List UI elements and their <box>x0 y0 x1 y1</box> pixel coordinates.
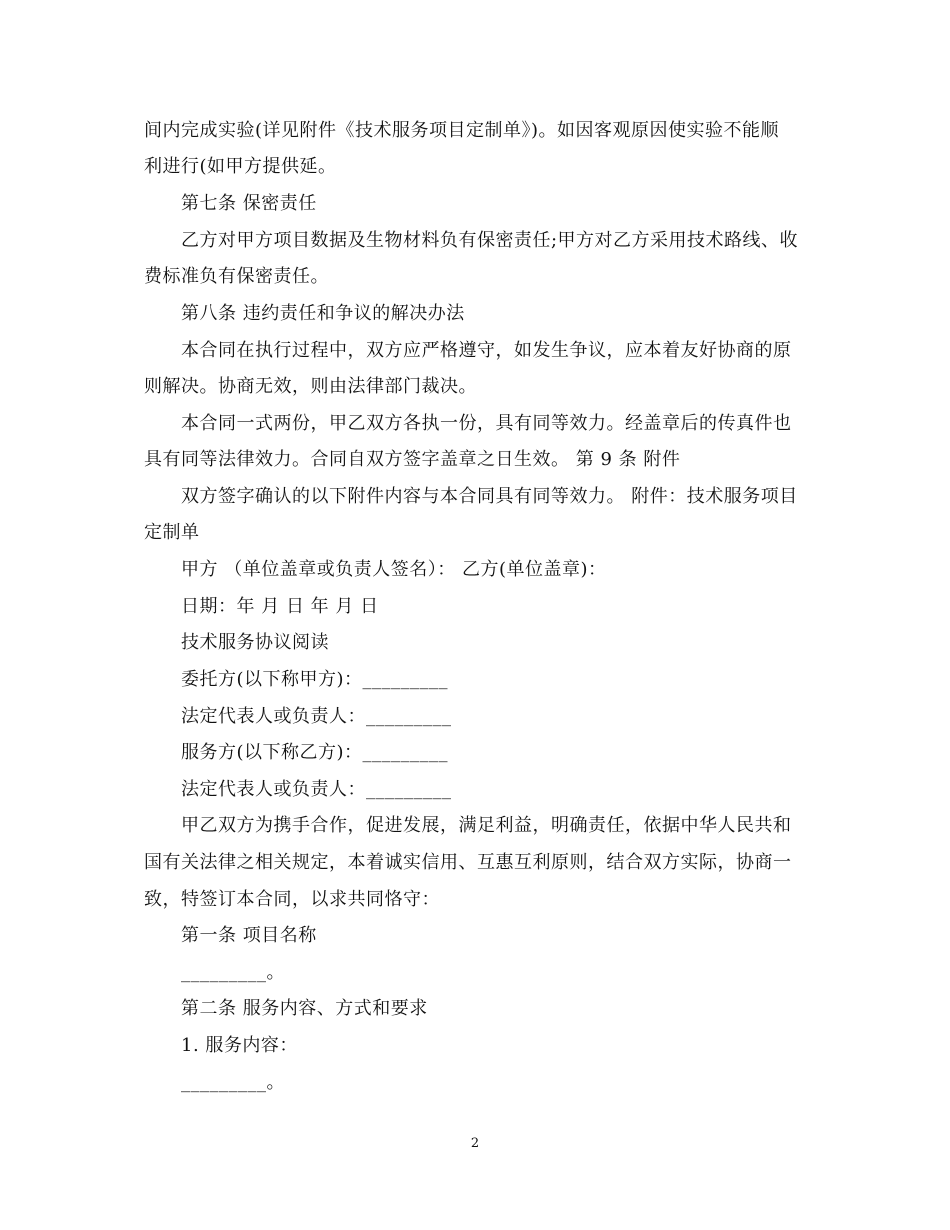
date-line: 日期：年 月 日 年 月 日 <box>181 596 379 617</box>
paragraph-line: 甲乙双方为携手合作，促进发展，满足利益，明确责任，依据中华人民共和 <box>181 815 792 836</box>
paragraph-line: 定制单 <box>144 522 200 543</box>
section-heading: 第八条 违约责任和争议的解决办法 <box>181 303 465 324</box>
paragraph-line: 具有同等法律效力。合同自双方签字盖章之日生效。 第 9 条 附件 <box>144 449 681 470</box>
document-title: 技术服务协议阅读 <box>181 632 329 653</box>
party-field: 法定代表人或负责人：_________ <box>181 779 452 800</box>
paragraph-line: 致，特签订本合同，以求共同恪守： <box>144 889 440 910</box>
paragraph-line: 利进行(如甲方提供延。 <box>144 156 337 177</box>
section-heading: 第一条 项目名称 <box>181 925 317 946</box>
paragraph-line: 双方签字确认的以下附件内容与本合同具有同等效力。 附件：技术服务项目 <box>181 486 798 507</box>
page-number: 2 <box>470 1136 480 1151</box>
party-field: 委托方(以下称甲方)：_________ <box>181 669 449 690</box>
paragraph-line: 费标准负有保密责任。 <box>144 266 329 287</box>
section-heading: 第七条 保密责任 <box>181 193 317 214</box>
blank-field: _________。 <box>181 962 285 983</box>
list-item: 1. 服务内容： <box>181 1035 298 1056</box>
party-field: 法定代表人或负责人：_________ <box>181 706 452 727</box>
paragraph-line: 国有关法律之相关规定，本着诚实信用、互惠互利原则，结合双方实际，协商一 <box>144 852 792 873</box>
section-heading: 第二条 服务内容、方式和要求 <box>181 998 428 1019</box>
signature-line: 甲方 （单位盖章或负责人签名）： 乙方(单位盖章)： <box>181 559 607 580</box>
blank-field: _________。 <box>181 1072 285 1093</box>
paragraph-line: 则解决。协商无效，则由法律部门裁决。 <box>144 376 477 397</box>
paragraph-line: 本合同一式两份，甲乙双方各执一份，具有同等效力。经盖章后的传真件也 <box>181 413 792 434</box>
party-field: 服务方(以下称乙方)：_________ <box>181 742 449 763</box>
paragraph-line: 乙方对甲方项目数据及生物材料负有保密责任;甲方对乙方采用技术路线、收 <box>181 230 799 251</box>
paragraph-line: 间内完成实验(详见附件《技术服务项目定制单》)。如因客观原因使实验不能顺 <box>144 120 780 141</box>
paragraph-line: 本合同在执行过程中，双方应严格遵守，如发生争议，应本着友好协商的原 <box>181 340 792 361</box>
